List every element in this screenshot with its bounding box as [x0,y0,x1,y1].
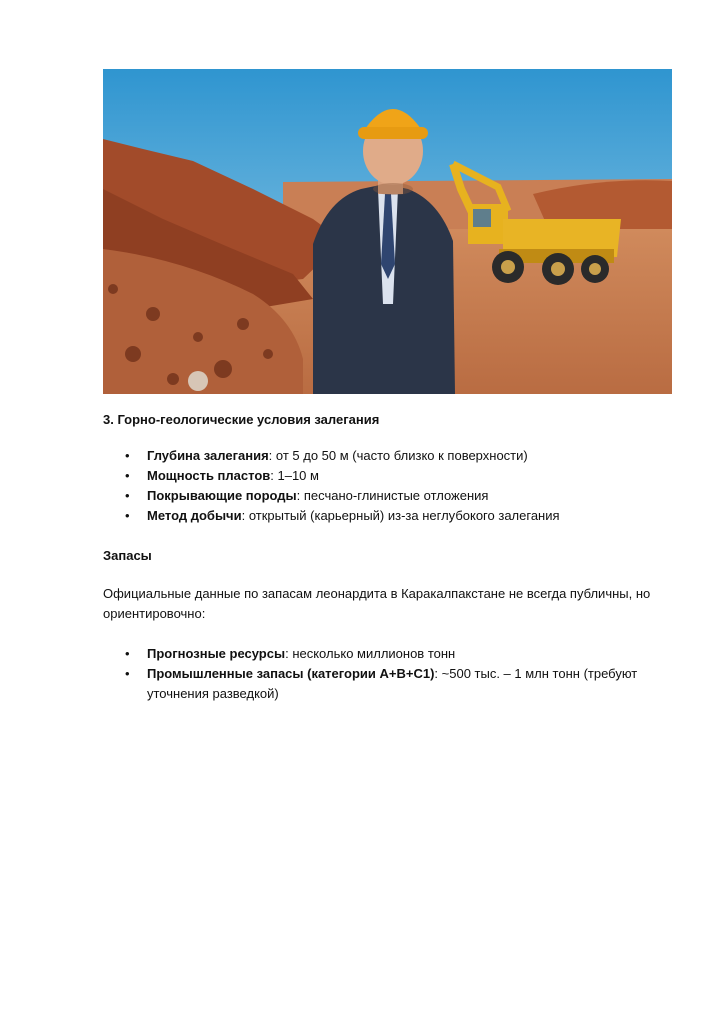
list-item [103,486,683,506]
reserves-heading: Запасы [103,548,152,563]
list-item [103,506,683,526]
list-item [103,466,683,486]
item-term: Промышленные запасы (категории A+B+C1) [147,666,435,681]
item-text: : песчано-глинистые отложения [296,488,489,503]
item-text: : открытый (карьерный) из-за неглубокого залегания [241,508,560,523]
reserves-list [103,644,683,704]
list-item [103,644,683,664]
conditions-list [103,446,683,526]
list-item [103,664,683,704]
item-term: Покрывающие породы [147,488,297,503]
item-term: Метод добычи [147,508,242,523]
reserves-paragraph: Официальные данные по запасам леонардита в Каракалпакстане не всегда публичны, но ориентировочно: [103,586,651,621]
mining-site-photo [103,69,672,394]
item-term: Мощность пластов [147,468,271,483]
item-text: : от 5 до 50 м (часто близко к поверхности) [268,448,528,463]
item-text: : ~500 тыс. – 1 млн тонн (требуют уточнения разведкой) [147,666,638,701]
item-term: Прогнозные ресурсы [147,646,286,661]
document-body [103,410,683,704]
item-text: : 1–10 м [270,468,319,483]
list-item [103,446,683,466]
section-3-heading: 3. Горно-геологические условия залегания [103,412,380,427]
item-term: Глубина залегания [147,448,269,463]
item-text: : несколько миллионов тонн [285,646,456,661]
